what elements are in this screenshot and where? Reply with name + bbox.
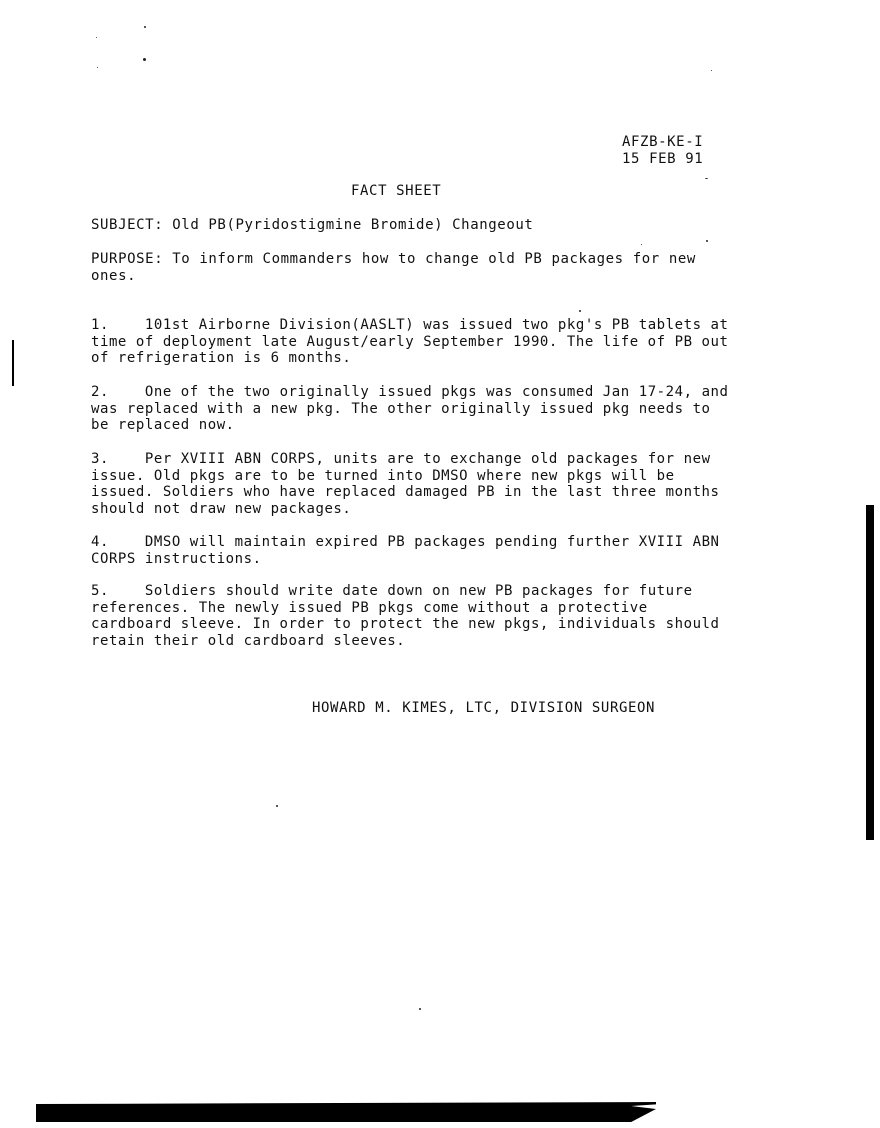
scan-speck [143,58,146,61]
paragraph-line: DMSO will maintain expired PB packages pending further XVIII ABN [144,534,720,550]
document-date: 15 FEB 91 [622,151,704,167]
paragraph-line: time of deployment late August/early September 1990. The life of PB out [91,333,729,350]
document-title: FACT SHEET [351,183,442,199]
purpose-text-line: To inform Commanders how to change old PB packages for new [172,251,696,267]
scan-speck [579,310,581,312]
scan-edge-mark-right [866,505,874,840]
paragraph-line: retain their old cardboard sleeves. [91,632,406,649]
paragraph-line: Per XVIII ABN CORPS, units are to exchange old packages for new [144,451,711,467]
scan-speck [705,178,708,179]
scan-speck [706,240,708,242]
paragraph-line: references. The newly issued PB pkgs come without a protective [91,599,648,616]
scan-bottom-bar [36,1102,656,1122]
paragraph-line: was replaced with a new pkg. The other originally issued pkg needs to [91,400,711,417]
paragraph-line: be replaced now. [91,417,235,434]
paragraph-number: 5. [91,583,109,599]
paragraph-3 [91,451,811,517]
scan-speck [96,37,97,38]
scan-speck [711,70,712,71]
paragraph-number: 3. [91,451,109,467]
subject-line [91,217,533,234]
scan-speck [641,244,642,245]
office-code: AFZB-KE-I [622,134,704,150]
scan-speck [144,26,146,28]
scan-edge-mark-left [12,340,14,386]
paragraph-line: One of the two originally issued pkgs was consumed Jan 17-24, and [144,384,729,400]
paragraph-line: issued. Soldiers who have replaced damaged PB in the last three months [91,484,720,501]
scan-speck [97,67,98,68]
purpose-text-line: ones. [91,268,137,284]
paragraph-1 [91,317,811,367]
paragraph-line: 101st Airborne Division(AASLT) was issued two pkg's PB tablets at [144,317,729,333]
paragraph-line: Soldiers should write date down on new PB packages for future [144,583,693,599]
paragraph-number: 1. [91,317,109,333]
scan-speck [419,1008,421,1010]
paragraph-line: CORPS instructions. [91,550,262,567]
paragraph-4 [91,534,811,567]
paragraph-5 [91,583,811,649]
paragraph-2 [91,384,811,434]
subject-text: Old PB(Pyridostigmine Bromide) Changeout [172,217,534,233]
signature-block: HOWARD M. KIMES, LTC, DIVISION SURGEON [312,700,656,716]
paragraph-number: 4. [91,534,109,550]
scan-speck [276,805,278,807]
paragraph-line: issue. Old pkgs are to be turned into DMSO where new pkgs will be [91,467,675,484]
paragraph-line: cardboard sleeve. In order to protect the new pkgs, individuals should [91,616,720,633]
paragraph-line: should not draw new packages. [91,500,352,517]
subject-label: SUBJECT: [91,217,164,233]
purpose-label: PURPOSE: [91,251,164,267]
paragraph-line: of refrigeration is 6 months. [91,350,352,367]
paragraph-number: 2. [91,384,109,400]
purpose-block [91,251,696,285]
